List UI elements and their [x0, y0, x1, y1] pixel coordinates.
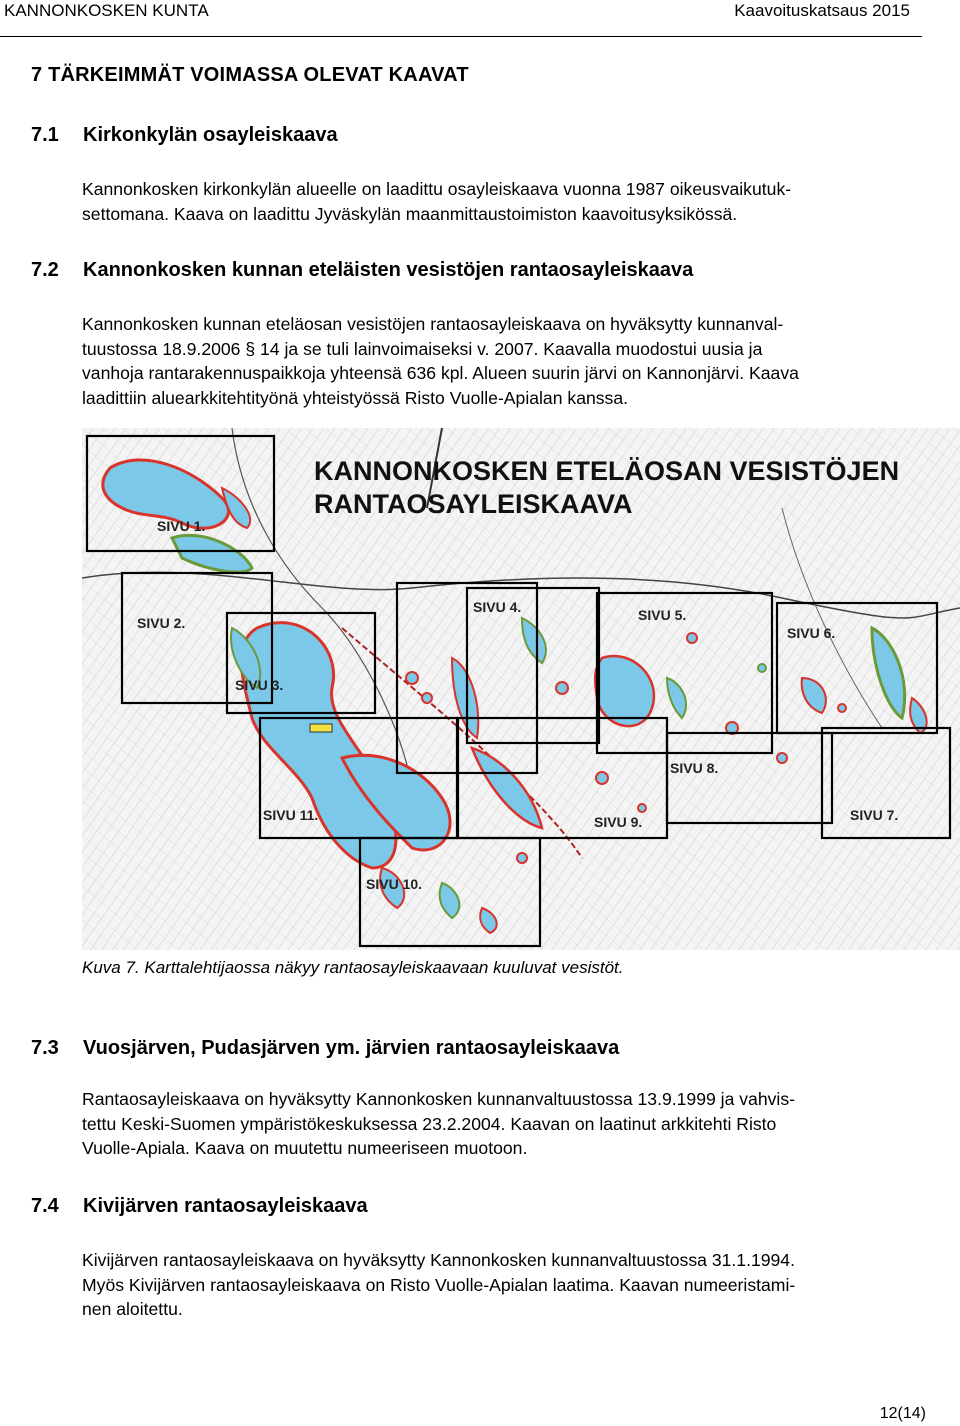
heading-number: 7.1 [31, 124, 59, 146]
paragraph-7-3 [82, 1087, 927, 1161]
heading-text: Kirkonkylän osayleiskaava [83, 124, 338, 146]
text-line: Rantaosayleiskaava on hyväksytty Kannonkosken kunnanvaltuustossa 13.9.1999 ja vahvis- [82, 1089, 795, 1109]
map-figure [82, 428, 960, 950]
sheet-label: SIVU 11. [263, 807, 319, 823]
text-line: settomana. Kaava on laadittu Jyväskylän maanmittaustoimiston kaavoitusyksikössä. [82, 203, 738, 224]
text-line: Kannonkosken kunnan eteläosan vesistöjen rantaosayleiskaava on hyväksytty kunnanval- [82, 314, 784, 334]
heading-number: 7.2 [31, 259, 59, 281]
map-title-line1: KANNONKOSKEN ETELÄOSAN VESISTÖJEN [314, 456, 900, 486]
paragraph-7-4 [82, 1248, 927, 1322]
sheet-label: SIVU 5. [638, 607, 687, 623]
text-line: tettu Keski-Suomen ympäristökeskuksessa 23.2.2004. Kaavan on laatinut arkkitehti Risto [82, 1113, 777, 1134]
text-line: Myös Kivijärven rantaosayleiskaava on Risto Vuolle-Apialan laatima. Kaavan numeeristami- [82, 1274, 796, 1295]
sheet-label: SIVU 10. [366, 876, 423, 892]
heading-text: Kivijärven rantaosayleiskaava [83, 1195, 368, 1217]
header-municipality: KANNONKOSKEN KUNTA [4, 1, 209, 20]
page-header [0, 0, 960, 28]
sheet-label: SIVU 1. [157, 518, 206, 534]
header-document-title: Kaavoituskatsaus 2015 [734, 1, 910, 20]
text-line: Kannonkosken kirkonkylän alueelle on laadittu osayleiskaava vuonna 1987 oikeusvaikutuk- [82, 179, 792, 199]
text-line: laadittiin aluearkkitehtityönä yhteistyössä Risto Vuolle-Apialan kanssa. [82, 387, 629, 408]
sheet-label: SIVU 7. [850, 807, 899, 823]
sheet-label: SIVU 6. [787, 625, 836, 641]
heading-text: Kannonkosken kunnan eteläisten vesistöjen rantaosayleiskaava [83, 259, 694, 281]
text-line: tuustossa 18.9.2006 § 14 ja se tuli lainvoimaiseksi v. 2007. Kaavalla muodostui uusia ja [82, 338, 763, 359]
map-title-line2: RANTAOSAYLEISKAAVA [314, 489, 633, 519]
sheet-label: SIVU 2. [137, 615, 186, 631]
heading-7-1 [31, 124, 338, 147]
text-line: Vuolle-Apiala. Kaava on muutettu numeeriseen muotoon. [82, 1138, 528, 1158]
text-line: Kivijärven rantaosayleiskaava on hyväksytty Kannonkosken kunnanvaltuustossa 31.1.1994. [82, 1250, 795, 1270]
page-number: 12(14) [879, 1405, 926, 1422]
heading-number: 7.3 [31, 1037, 59, 1059]
heading-7-4 [31, 1195, 368, 1218]
sheet-label: SIVU 8. [670, 760, 719, 776]
sheet-label: SIVU 3. [235, 677, 284, 693]
figure-caption: Kuva 7. Karttalehtijaossa näkyy rantaosayleiskaavaan kuuluvat vesistöt. [82, 958, 624, 977]
text-line: vanhoja rantarakennuspaikkoja yhteensä 636 kpl. Alueen suurin järvi on Kannonjärvi. Kaava [82, 363, 799, 383]
heading-7-3 [31, 1037, 619, 1060]
map-image [82, 428, 960, 950]
heading-7-2 [31, 259, 693, 282]
text-line: nen aloitettu. [82, 1299, 183, 1319]
sheet-label: SIVU 4. [473, 599, 522, 615]
heading-text: Vuosjärven, Pudasjärven ym. järvien rantaosayleiskaava [83, 1037, 620, 1059]
section-title: 7 TÄRKEIMMÄT VOIMASSA OLEVAT KAAVAT [31, 64, 469, 86]
paragraph-7-1 [82, 177, 927, 226]
header-divider [0, 36, 922, 37]
heading-number: 7.4 [31, 1195, 59, 1217]
paragraph-7-2 [82, 312, 927, 410]
sheet-label: SIVU 9. [594, 814, 643, 830]
